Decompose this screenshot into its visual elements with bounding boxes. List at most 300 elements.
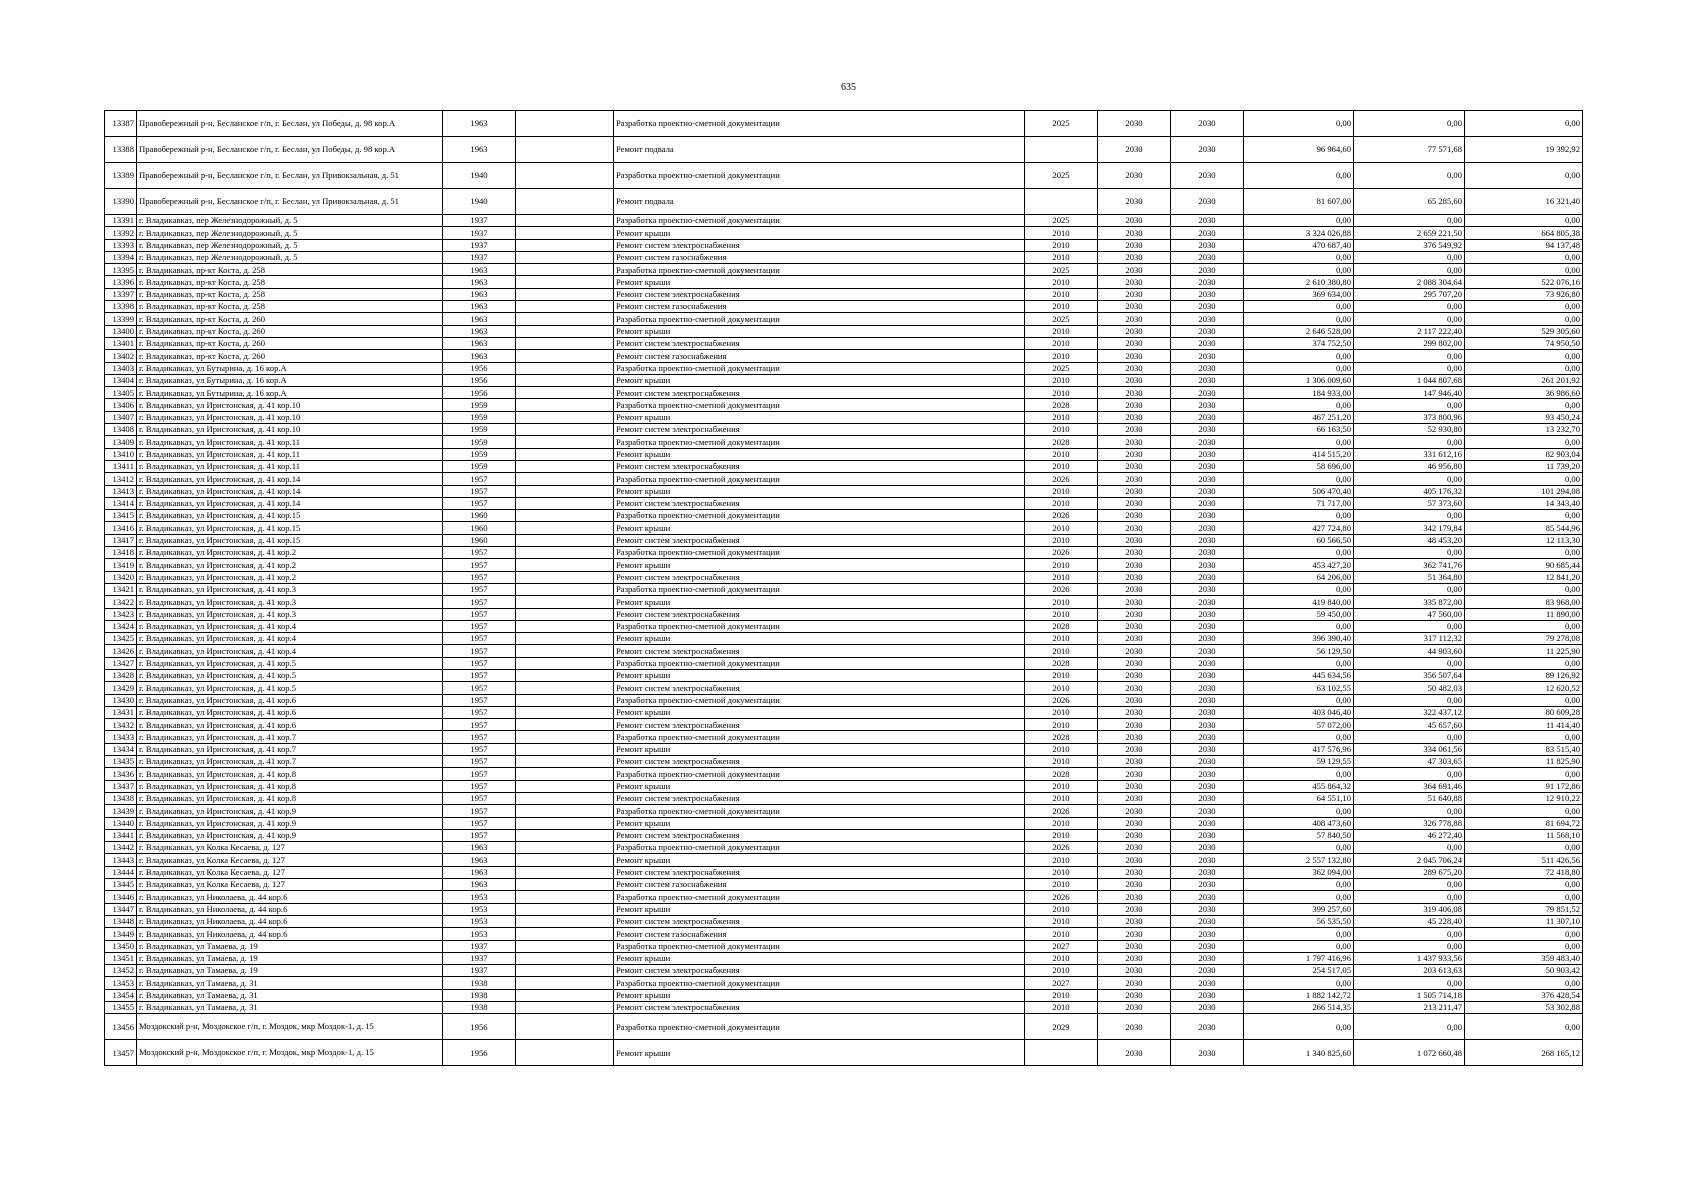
build-year-cell: 1956 — [443, 1040, 516, 1066]
year-last-repair-cell: 2026 — [1025, 805, 1098, 817]
table-row — [105, 805, 1583, 817]
fund-cost-cell: 364 691,46 — [1354, 780, 1465, 792]
row-number-cell: 13448 — [105, 915, 137, 927]
year-last-repair-cell: 2010 — [1025, 239, 1098, 251]
build-year-cell: 1963 — [443, 854, 516, 866]
owner-cost-cell: 511 426,56 — [1465, 854, 1583, 866]
total-cost-cell: 64 551,10 — [1244, 792, 1354, 804]
year-last-repair-cell: 2025 — [1025, 362, 1098, 374]
year-planned-end-cell: 2030 — [1171, 952, 1244, 964]
address-cell: г. Владикавказ, ул Иристонская, д. 41 кор.4 — [137, 645, 443, 657]
address-cell: г. Владикавказ, ул Иристонская, д. 41 кор.6 — [137, 694, 443, 706]
fund-cost-cell: 46 272,40 — [1354, 829, 1465, 841]
year-last-repair-cell: 2026 — [1025, 842, 1098, 854]
build-year-cell: 1963 — [443, 137, 516, 163]
table-row — [105, 534, 1583, 546]
build-year-cell: 1957 — [443, 633, 516, 645]
work-type-cell: Ремонт систем электроснабжения — [614, 1002, 1025, 1014]
year-last-repair-cell: 2010 — [1025, 301, 1098, 313]
total-cost-cell: 0,00 — [1244, 251, 1354, 263]
address-cell: Правобережный р-н, Бесланское г/п, г. Беслан, ул Привокзальная, д. 51 — [137, 189, 443, 215]
owner-cost-cell: 11 307,10 — [1465, 915, 1583, 927]
work-type-cell: Ремонт крыши — [614, 485, 1025, 497]
row-number-cell: 13457 — [105, 1040, 137, 1066]
repair-program-table — [104, 110, 1583, 1066]
work-type-cell: Разработка проектно-сметной документации — [614, 436, 1025, 448]
year-last-repair-cell: 2010 — [1025, 879, 1098, 891]
owner-cost-cell: 0,00 — [1465, 111, 1583, 137]
address-cell: г. Владикавказ, ул Иристонская, д. 41 кор.14 — [137, 485, 443, 497]
work-type-cell: Разработка проектно-сметной документации — [614, 362, 1025, 374]
table-row — [105, 829, 1583, 841]
address-cell: г. Владикавказ, ул Иристонская, д. 41 кор.7 — [137, 743, 443, 755]
empty-cell-cell — [516, 989, 614, 1001]
year-planned-start-cell: 2030 — [1098, 645, 1171, 657]
fund-cost-cell: 147 946,40 — [1354, 387, 1465, 399]
year-planned-end-cell: 2030 — [1171, 866, 1244, 878]
year-planned-end-cell: 2030 — [1171, 792, 1244, 804]
year-planned-start-cell: 2030 — [1098, 571, 1171, 583]
fund-cost-cell: 317 112,32 — [1354, 633, 1465, 645]
total-cost-cell: 1 797 416,96 — [1244, 952, 1354, 964]
empty-cell-cell — [516, 731, 614, 743]
address-cell: г. Владикавказ, ул Иристонская, д. 41 кор.6 — [137, 706, 443, 718]
fund-cost-cell: 0,00 — [1354, 694, 1465, 706]
row-number-cell: 13414 — [105, 497, 137, 509]
empty-cell-cell — [516, 829, 614, 841]
year-planned-start-cell: 2030 — [1098, 596, 1171, 608]
total-cost-cell: 71 717,00 — [1244, 497, 1354, 509]
row-number-cell: 13409 — [105, 436, 137, 448]
owner-cost-cell: 0,00 — [1465, 768, 1583, 780]
address-cell: г. Владикавказ, ул Колка Кесаева, д. 127 — [137, 854, 443, 866]
row-number-cell: 13428 — [105, 669, 137, 681]
year-planned-end-cell: 2030 — [1171, 977, 1244, 989]
address-cell: г. Владикавказ, ул Иристонская, д. 41 кор.10 — [137, 411, 443, 423]
empty-cell-cell — [516, 620, 614, 632]
build-year-cell: 1957 — [443, 608, 516, 620]
build-year-cell: 1957 — [443, 497, 516, 509]
fund-cost-cell: 334 061,56 — [1354, 743, 1465, 755]
year-planned-start-cell: 2030 — [1098, 792, 1171, 804]
table-row — [105, 448, 1583, 460]
address-cell: г. Владикавказ, ул Иристонская, д. 41 кор.15 — [137, 534, 443, 546]
build-year-cell: 1959 — [443, 436, 516, 448]
year-planned-start-cell: 2030 — [1098, 313, 1171, 325]
row-number-cell: 13400 — [105, 325, 137, 337]
fund-cost-cell: 0,00 — [1354, 879, 1465, 891]
row-number-cell: 13431 — [105, 706, 137, 718]
work-type-cell: Ремонт систем электроснабжения — [614, 792, 1025, 804]
build-year-cell: 1957 — [443, 657, 516, 669]
empty-cell-cell — [516, 215, 614, 227]
year-planned-end-cell: 2030 — [1171, 633, 1244, 645]
owner-cost-cell: 0,00 — [1465, 657, 1583, 669]
year-last-repair-cell: 2010 — [1025, 596, 1098, 608]
year-planned-end-cell: 2030 — [1171, 608, 1244, 620]
owner-cost-cell: 11 739,20 — [1465, 460, 1583, 472]
owner-cost-cell: 0,00 — [1465, 510, 1583, 522]
fund-cost-cell: 0,00 — [1354, 399, 1465, 411]
build-year-cell: 1956 — [443, 1014, 516, 1040]
year-planned-end-cell: 2030 — [1171, 227, 1244, 239]
year-planned-start-cell: 2030 — [1098, 497, 1171, 509]
table-row — [105, 903, 1583, 915]
fund-cost-cell: 0,00 — [1354, 731, 1465, 743]
total-cost-cell: 2 557 132,80 — [1244, 854, 1354, 866]
table-row — [105, 743, 1583, 755]
address-cell: г. Владикавказ, ул Иристонская, д. 41 кор.9 — [137, 817, 443, 829]
work-type-cell: Ремонт систем электроснабжения — [614, 645, 1025, 657]
year-last-repair-cell — [1025, 1040, 1098, 1066]
row-number-cell: 13427 — [105, 657, 137, 669]
table-row — [105, 227, 1583, 239]
work-type-cell: Разработка проектно-сметной документации — [614, 313, 1025, 325]
row-number-cell: 13436 — [105, 768, 137, 780]
row-number-cell: 13391 — [105, 215, 137, 227]
work-type-cell: Ремонт подвала — [614, 137, 1025, 163]
row-number-cell: 13406 — [105, 399, 137, 411]
owner-cost-cell: 522 076,16 — [1465, 276, 1583, 288]
table-row — [105, 288, 1583, 300]
year-last-repair-cell: 2028 — [1025, 768, 1098, 780]
owner-cost-cell: 93 450,24 — [1465, 411, 1583, 423]
fund-cost-cell: 0,00 — [1354, 313, 1465, 325]
year-last-repair-cell: 2010 — [1025, 337, 1098, 349]
year-planned-end-cell: 2030 — [1171, 706, 1244, 718]
fund-cost-cell: 0,00 — [1354, 657, 1465, 669]
fund-cost-cell: 331 612,16 — [1354, 448, 1465, 460]
table-row — [105, 547, 1583, 559]
year-planned-end-cell: 2030 — [1171, 436, 1244, 448]
empty-cell-cell — [516, 163, 614, 189]
row-number-cell: 13418 — [105, 547, 137, 559]
build-year-cell: 1940 — [443, 189, 516, 215]
year-planned-end-cell: 2030 — [1171, 485, 1244, 497]
table-row — [105, 387, 1583, 399]
row-number-cell: 13403 — [105, 362, 137, 374]
year-planned-end-cell: 2030 — [1171, 842, 1244, 854]
work-type-cell: Разработка проектно-сметной документации — [614, 111, 1025, 137]
total-cost-cell: 60 566,50 — [1244, 534, 1354, 546]
work-type-cell: Разработка проектно-сметной документации — [614, 657, 1025, 669]
work-type-cell: Ремонт систем газоснабжения — [614, 251, 1025, 263]
year-planned-end-cell: 2030 — [1171, 460, 1244, 472]
address-cell: г. Владикавказ, пер Железнодорожный, д. 5 — [137, 251, 443, 263]
year-planned-start-cell: 2030 — [1098, 583, 1171, 595]
year-planned-start-cell: 2030 — [1098, 915, 1171, 927]
owner-cost-cell: 268 165,12 — [1465, 1040, 1583, 1066]
address-cell: г. Владикавказ, ул Бутырина, д. 16 кор.А — [137, 374, 443, 386]
address-cell: г. Владикавказ, ул Колка Кесаева, д. 127 — [137, 842, 443, 854]
work-type-cell: Ремонт крыши — [614, 633, 1025, 645]
year-planned-end-cell: 2030 — [1171, 1014, 1244, 1040]
empty-cell-cell — [516, 891, 614, 903]
row-number-cell: 13404 — [105, 374, 137, 386]
work-type-cell: Ремонт крыши — [614, 952, 1025, 964]
owner-cost-cell: 53 302,88 — [1465, 1002, 1583, 1014]
year-planned-end-cell: 2030 — [1171, 411, 1244, 423]
total-cost-cell: 0,00 — [1244, 940, 1354, 952]
year-planned-start-cell: 2030 — [1098, 866, 1171, 878]
work-type-cell: Ремонт систем электроснабжения — [614, 915, 1025, 927]
work-type-cell: Разработка проектно-сметной документации — [614, 940, 1025, 952]
total-cost-cell: 0,00 — [1244, 350, 1354, 362]
total-cost-cell: 0,00 — [1244, 768, 1354, 780]
address-cell: г. Владикавказ, ул Николаева, д. 44 кор.6 — [137, 903, 443, 915]
empty-cell-cell — [516, 137, 614, 163]
build-year-cell: 1937 — [443, 952, 516, 964]
row-number-cell: 13399 — [105, 313, 137, 325]
total-cost-cell: 2 646 528,00 — [1244, 325, 1354, 337]
work-type-cell: Ремонт систем электроснабжения — [614, 424, 1025, 436]
address-cell: Правобережный р-н, Бесланское г/п, г. Беслан, ул Привокзальная, д. 51 — [137, 163, 443, 189]
row-number-cell: 13395 — [105, 264, 137, 276]
owner-cost-cell: 11 825,90 — [1465, 756, 1583, 768]
table-row — [105, 842, 1583, 854]
total-cost-cell: 184 933,00 — [1244, 387, 1354, 399]
empty-cell-cell — [516, 325, 614, 337]
fund-cost-cell: 1 072 660,48 — [1354, 1040, 1465, 1066]
fund-cost-cell: 362 741,76 — [1354, 559, 1465, 571]
year-planned-start-cell: 2030 — [1098, 780, 1171, 792]
empty-cell-cell — [516, 473, 614, 485]
table-row — [105, 596, 1583, 608]
empty-cell-cell — [516, 350, 614, 362]
year-planned-end-cell: 2030 — [1171, 694, 1244, 706]
table-row — [105, 669, 1583, 681]
work-type-cell: Ремонт крыши — [614, 706, 1025, 718]
owner-cost-cell: 81 694,72 — [1465, 817, 1583, 829]
fund-cost-cell: 1 505 714,18 — [1354, 989, 1465, 1001]
table-row — [105, 325, 1583, 337]
owner-cost-cell: 12 620,52 — [1465, 682, 1583, 694]
table-row — [105, 731, 1583, 743]
owner-cost-cell: 73 926,80 — [1465, 288, 1583, 300]
table-row — [105, 411, 1583, 423]
fund-cost-cell: 47 303,65 — [1354, 756, 1465, 768]
table-row — [105, 952, 1583, 964]
build-year-cell: 1959 — [443, 460, 516, 472]
total-cost-cell: 427 724,80 — [1244, 522, 1354, 534]
row-number-cell: 13455 — [105, 1002, 137, 1014]
year-planned-end-cell: 2030 — [1171, 682, 1244, 694]
table-row — [105, 436, 1583, 448]
address-cell: г. Владикавказ, пр-кт Коста, д. 260 — [137, 337, 443, 349]
address-cell: г. Владикавказ, ул Тамаева, д. 31 — [137, 989, 443, 1001]
year-planned-end-cell: 2030 — [1171, 264, 1244, 276]
work-type-cell: Ремонт крыши — [614, 374, 1025, 386]
table-row — [105, 682, 1583, 694]
table-row — [105, 522, 1583, 534]
empty-cell-cell — [516, 657, 614, 669]
owner-cost-cell: 0,00 — [1465, 301, 1583, 313]
work-type-cell: Ремонт крыши — [614, 448, 1025, 460]
total-cost-cell: 0,00 — [1244, 842, 1354, 854]
year-last-repair-cell: 2010 — [1025, 989, 1098, 1001]
year-planned-start-cell: 2030 — [1098, 387, 1171, 399]
owner-cost-cell: 91 172,86 — [1465, 780, 1583, 792]
table-row — [105, 854, 1583, 866]
address-cell: г. Владикавказ, ул Тамаева, д. 31 — [137, 977, 443, 989]
year-last-repair-cell: 2010 — [1025, 928, 1098, 940]
fund-cost-cell: 47 560,00 — [1354, 608, 1465, 620]
table-row — [105, 965, 1583, 977]
year-last-repair-cell: 2010 — [1025, 559, 1098, 571]
total-cost-cell: 369 634,00 — [1244, 288, 1354, 300]
address-cell: г. Владикавказ, ул Николаева, д. 44 кор.6 — [137, 891, 443, 903]
work-type-cell: Ремонт крыши — [614, 1040, 1025, 1066]
row-number-cell: 13425 — [105, 633, 137, 645]
year-planned-start-cell: 2030 — [1098, 448, 1171, 460]
fund-cost-cell: 0,00 — [1354, 301, 1465, 313]
owner-cost-cell: 0,00 — [1465, 583, 1583, 595]
year-last-repair-cell: 2010 — [1025, 645, 1098, 657]
year-planned-start-cell: 2030 — [1098, 163, 1171, 189]
year-last-repair-cell: 2010 — [1025, 792, 1098, 804]
year-planned-start-cell: 2030 — [1098, 362, 1171, 374]
work-type-cell: Ремонт систем электроснабжения — [614, 965, 1025, 977]
year-planned-end-cell: 2030 — [1171, 928, 1244, 940]
year-planned-start-cell: 2030 — [1098, 460, 1171, 472]
year-planned-start-cell: 2030 — [1098, 817, 1171, 829]
owner-cost-cell: 0,00 — [1465, 731, 1583, 743]
empty-cell-cell — [516, 424, 614, 436]
year-planned-start-cell: 2030 — [1098, 731, 1171, 743]
address-cell: г. Владикавказ, пер Железнодорожный, д. 5 — [137, 227, 443, 239]
work-type-cell: Ремонт крыши — [614, 903, 1025, 915]
owner-cost-cell: 664 805,38 — [1465, 227, 1583, 239]
fund-cost-cell: 0,00 — [1354, 620, 1465, 632]
table-row — [105, 792, 1583, 804]
empty-cell-cell — [516, 374, 614, 386]
empty-cell-cell — [516, 719, 614, 731]
work-type-cell: Ремонт систем электроснабжения — [614, 387, 1025, 399]
owner-cost-cell: 12 910,22 — [1465, 792, 1583, 804]
address-cell: г. Владикавказ, ул Иристонская, д. 41 кор.7 — [137, 756, 443, 768]
total-cost-cell: 0,00 — [1244, 928, 1354, 940]
address-cell: г. Владикавказ, пр-кт Коста, д. 260 — [137, 350, 443, 362]
year-last-repair-cell: 2025 — [1025, 111, 1098, 137]
build-year-cell: 1957 — [443, 719, 516, 731]
year-planned-start-cell: 2030 — [1098, 620, 1171, 632]
year-planned-end-cell: 2030 — [1171, 163, 1244, 189]
fund-cost-cell: 52 930,80 — [1354, 424, 1465, 436]
year-last-repair-cell: 2010 — [1025, 682, 1098, 694]
owner-cost-cell: 14 343,40 — [1465, 497, 1583, 509]
year-planned-end-cell: 2030 — [1171, 301, 1244, 313]
year-planned-end-cell: 2030 — [1171, 111, 1244, 137]
year-planned-start-cell: 2030 — [1098, 952, 1171, 964]
fund-cost-cell: 45 657,60 — [1354, 719, 1465, 731]
owner-cost-cell: 0,00 — [1465, 977, 1583, 989]
work-type-cell: Ремонт систем электроснабжения — [614, 608, 1025, 620]
row-number-cell: 13446 — [105, 891, 137, 903]
owner-cost-cell: 11 890,00 — [1465, 608, 1583, 620]
build-year-cell: 1937 — [443, 251, 516, 263]
year-last-repair-cell: 2028 — [1025, 657, 1098, 669]
fund-cost-cell: 65 285,60 — [1354, 189, 1465, 215]
empty-cell-cell — [516, 1040, 614, 1066]
address-cell: Моздокский р-н, Моздокское г/п, г. Моздок, мкр Моздок-1, д. 15 — [137, 1040, 443, 1066]
year-last-repair-cell: 2010 — [1025, 374, 1098, 386]
row-number-cell: 13430 — [105, 694, 137, 706]
fund-cost-cell: 2 045 706,24 — [1354, 854, 1465, 866]
work-type-cell: Ремонт крыши — [614, 780, 1025, 792]
build-year-cell: 1957 — [443, 485, 516, 497]
fund-cost-cell: 356 507,64 — [1354, 669, 1465, 681]
year-planned-end-cell: 2030 — [1171, 731, 1244, 743]
year-planned-end-cell: 2030 — [1171, 657, 1244, 669]
row-number-cell: 13413 — [105, 485, 137, 497]
empty-cell-cell — [516, 337, 614, 349]
empty-cell-cell — [516, 952, 614, 964]
build-year-cell: 1938 — [443, 977, 516, 989]
row-number-cell: 13429 — [105, 682, 137, 694]
owner-cost-cell: 0,00 — [1465, 1014, 1583, 1040]
year-planned-end-cell: 2030 — [1171, 768, 1244, 780]
year-planned-end-cell: 2030 — [1171, 891, 1244, 903]
year-planned-start-cell: 2030 — [1098, 510, 1171, 522]
year-planned-start-cell: 2030 — [1098, 842, 1171, 854]
build-year-cell: 1957 — [443, 706, 516, 718]
row-number-cell: 13408 — [105, 424, 137, 436]
table-row — [105, 879, 1583, 891]
table-row — [105, 510, 1583, 522]
build-year-cell: 1940 — [443, 163, 516, 189]
total-cost-cell: 419 840,00 — [1244, 596, 1354, 608]
address-cell: г. Владикавказ, ул Иристонская, д. 41 кор.5 — [137, 657, 443, 669]
total-cost-cell: 455 864,32 — [1244, 780, 1354, 792]
work-type-cell: Ремонт подвала — [614, 189, 1025, 215]
address-cell: г. Владикавказ, ул Иристонская, д. 41 кор.2 — [137, 547, 443, 559]
year-planned-start-cell: 2030 — [1098, 829, 1171, 841]
year-planned-end-cell: 2030 — [1171, 325, 1244, 337]
year-last-repair-cell: 2010 — [1025, 227, 1098, 239]
year-last-repair-cell: 2010 — [1025, 608, 1098, 620]
total-cost-cell: 63 102,55 — [1244, 682, 1354, 694]
year-last-repair-cell: 2010 — [1025, 522, 1098, 534]
empty-cell-cell — [516, 534, 614, 546]
year-planned-start-cell: 2030 — [1098, 547, 1171, 559]
work-type-cell: Разработка проектно-сметной документации — [614, 583, 1025, 595]
address-cell: г. Владикавказ, ул Иристонская, д. 41 кор.3 — [137, 608, 443, 620]
owner-cost-cell: 90 685,44 — [1465, 559, 1583, 571]
year-planned-end-cell: 2030 — [1171, 448, 1244, 460]
work-type-cell: Разработка проектно-сметной документации — [614, 731, 1025, 743]
table-row — [105, 189, 1583, 215]
year-last-repair-cell: 2010 — [1025, 915, 1098, 927]
year-planned-end-cell: 2030 — [1171, 817, 1244, 829]
year-planned-end-cell: 2030 — [1171, 522, 1244, 534]
table-row — [105, 337, 1583, 349]
year-last-repair-cell: 2027 — [1025, 977, 1098, 989]
year-last-repair-cell: 2010 — [1025, 448, 1098, 460]
row-number-cell: 13388 — [105, 137, 137, 163]
owner-cost-cell: 0,00 — [1465, 694, 1583, 706]
row-number-cell: 13443 — [105, 854, 137, 866]
row-number-cell: 13423 — [105, 608, 137, 620]
year-planned-end-cell: 2030 — [1171, 424, 1244, 436]
build-year-cell: 1963 — [443, 842, 516, 854]
fund-cost-cell: 326 778,88 — [1354, 817, 1465, 829]
table-row — [105, 301, 1583, 313]
work-type-cell: Ремонт крыши — [614, 989, 1025, 1001]
table-row — [105, 1002, 1583, 1014]
work-type-cell: Ремонт систем электроснабжения — [614, 756, 1025, 768]
table-row — [105, 460, 1583, 472]
year-planned-end-cell: 2030 — [1171, 313, 1244, 325]
